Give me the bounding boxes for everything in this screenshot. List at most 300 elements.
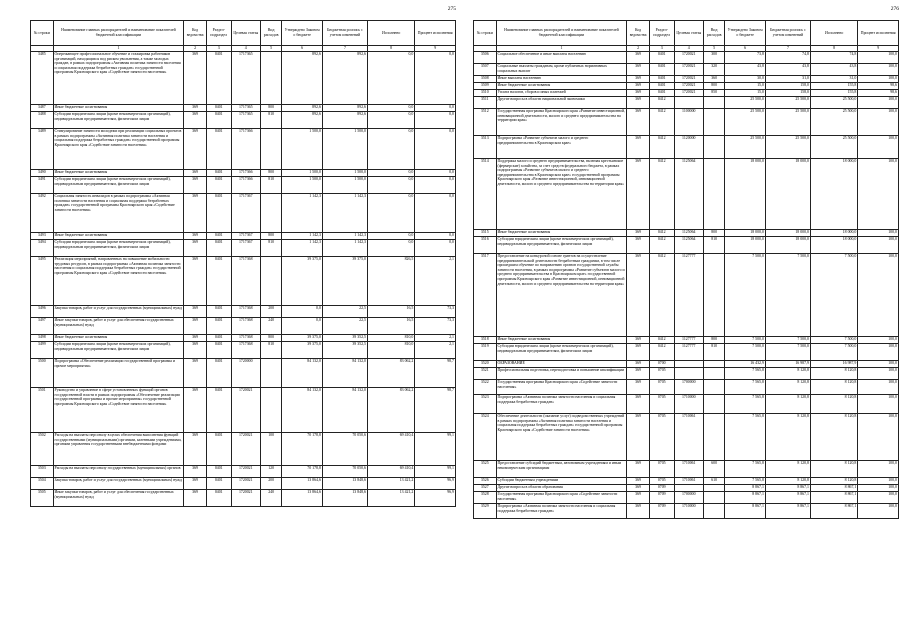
execution-percent: 0,0 <box>415 112 456 129</box>
code-ministry: 369 <box>184 490 207 507</box>
approved-amount: 1 142,3 <box>282 240 323 257</box>
code-target: 1720021 <box>231 466 260 478</box>
approved-amount: 8 867,1 <box>725 485 766 492</box>
code-ministry: 369 <box>627 97 650 109</box>
code-section: 0705 <box>649 380 674 395</box>
code-target: 1717368 <box>231 306 260 318</box>
column-header: № строки <box>474 21 497 46</box>
schedule-amount: 25 500,0 <box>765 97 810 109</box>
execution-percent: 100,0 <box>858 461 899 478</box>
row-name: Поддержка малого и среднего предпринимательства, включая крестьянские (фермерские) хозяйства, за счет средств федерального бюджета, в рамках подпрограммы «Развитие субъектов малого и среднего предпринимательства в Красноярском крае» государственной программы Красноярского края «Развитие инвестиционной, инновационной деятельности, малого и среднего предпринимательства на территории края» <box>496 159 627 230</box>
row-number: 3490 <box>31 170 54 177</box>
row-name: Иные бюджетные ассигнования <box>53 233 184 240</box>
row-name: Предоставление субсидий бюджетным, автономным учреждениям и иным некоммерческим организациям <box>496 461 627 478</box>
code-section: 0401 <box>206 342 231 359</box>
code-section: 0401 <box>206 490 231 507</box>
executed-amount: 8 867,1 <box>810 492 857 504</box>
executed-amount: 69 410,4 <box>367 466 414 478</box>
row-number: 3491 <box>31 177 54 194</box>
schedule-amount: 18 000,0 <box>765 230 810 237</box>
row-number: 3505 <box>31 490 54 507</box>
schedule-amount: 16 987,9 <box>765 361 810 368</box>
code-ministry: 369 <box>627 344 650 361</box>
budget-table <box>30 20 456 507</box>
executed-amount: 826,5 <box>367 257 414 306</box>
code-ministry: 369 <box>184 478 207 490</box>
schedule-amount: 892,6 <box>322 52 367 105</box>
code-target: 1720021 <box>674 52 703 64</box>
code-section: 0412 <box>649 159 674 230</box>
column-header: Наименование главных распорядителей и наименование показателей бюджетной классификации <box>53 21 184 46</box>
row-number: 3485 <box>31 52 54 105</box>
row-name: Государственная программа Красноярского края «Содействие занятости населения» <box>496 492 627 504</box>
executed-amount: 31,0 <box>810 76 857 83</box>
execution-percent: 100,0 <box>858 361 899 368</box>
executed-amount: 0,0 <box>367 105 414 112</box>
code-expense <box>703 97 724 109</box>
row-number: 3514 <box>474 159 497 230</box>
execution-percent: 100,0 <box>858 380 899 395</box>
row-name: Реализация мероприятий, направленных на повышение мобильности трудовых ресурсов, в рамках подпрограммы «Активная политика занятости населения и социальная поддержка безработных граждан» государственной программы Красноярского края «Содействие занятости населения» <box>53 257 184 306</box>
execution-percent: 100,0 <box>858 414 899 461</box>
code-ministry: 369 <box>627 52 650 64</box>
executed-amount: 18 000,0 <box>810 159 857 230</box>
code-section: 0401 <box>206 194 231 233</box>
page-right <box>473 6 899 519</box>
row-name: Субсидии бюджетным учреждениям <box>496 478 627 485</box>
row-number: 3507 <box>474 64 497 76</box>
code-section: 0401 <box>649 52 674 64</box>
row-number: 3517 <box>474 254 497 337</box>
code-section: 0709 <box>649 504 674 519</box>
row-name: ОБРАЗОВАНИЕ <box>496 361 627 368</box>
row-number: 3515 <box>474 230 497 237</box>
row-name: Иные закупки товаров, работ и услуг для обеспечения государственных (муниципальных) нужд <box>53 490 184 507</box>
column-header: Наименование главных распорядителей и наименование показателей бюджетной классификации <box>496 21 627 46</box>
row-name: Государственная программа Красноярского края «Содействие занятости населения» <box>496 380 627 395</box>
table-row <box>31 240 456 257</box>
code-expense: 240 <box>260 490 281 507</box>
table-row <box>474 344 899 361</box>
table-row <box>474 83 899 90</box>
schedule-amount: 84 132,0 <box>322 388 367 433</box>
code-section: 0700 <box>649 361 674 368</box>
table-header <box>474 21 899 52</box>
executed-amount: 8 867,1 <box>810 504 857 519</box>
index-cell: 1 <box>53 46 184 52</box>
index-cell: 9 <box>858 46 899 52</box>
code-ministry: 369 <box>184 388 207 433</box>
approved-amount: 70 178,8 <box>282 466 323 478</box>
code-target: 1717366 <box>231 129 260 170</box>
table-row <box>474 136 899 159</box>
code-target: 1720021 <box>674 76 703 83</box>
code-target: 1710000 <box>674 395 703 414</box>
column-header: Утверждено Законом о бюджете <box>725 21 766 46</box>
execution-percent: 0,0 <box>415 240 456 257</box>
schedule-amount: 25 500,0 <box>765 109 810 136</box>
schedule-amount: 1 142,3 <box>322 233 367 240</box>
code-ministry: 369 <box>627 361 650 368</box>
table-row <box>31 359 456 388</box>
row-number: 3502 <box>31 433 54 466</box>
table-row <box>474 368 899 380</box>
code-expense: 320 <box>703 64 724 76</box>
index-cell: 8 <box>367 46 414 52</box>
schedule-amount: 7 500,0 <box>765 337 810 344</box>
row-name: Иные бюджетные ассигнования <box>496 230 627 237</box>
table-row <box>474 230 899 237</box>
code-expense <box>260 194 281 233</box>
row-number: 3506 <box>474 52 497 64</box>
code-ministry: 369 <box>627 368 650 380</box>
code-target <box>674 97 703 109</box>
code-target: 1717367 <box>231 194 260 233</box>
schedule-amount: 18 000,0 <box>765 237 810 254</box>
column-header: Код ведомства <box>627 21 650 46</box>
column-header: Исполнено <box>367 21 414 46</box>
executed-amount: 8 120,8 <box>810 380 857 395</box>
index-cell: 5 <box>260 46 281 52</box>
code-section: 0401 <box>206 170 231 177</box>
execution-percent: 100,0 <box>858 254 899 337</box>
code-section: 0401 <box>206 306 231 318</box>
code-section: 0705 <box>649 461 674 478</box>
code-target <box>674 368 703 380</box>
schedule-amount: 74,8 <box>765 52 810 64</box>
approved-amount: 25 500,0 <box>725 136 766 159</box>
page-number: 275 <box>447 6 456 12</box>
code-section: 0705 <box>649 395 674 414</box>
approved-amount: 892,6 <box>282 52 323 105</box>
executed-amount: 7 500,0 <box>810 254 857 337</box>
column-header: Утверждено Законом о бюджете <box>282 21 323 46</box>
row-number: 3521 <box>474 368 497 380</box>
executed-amount: 0,0 <box>367 240 414 257</box>
code-section: 0412 <box>649 109 674 136</box>
schedule-amount: 8 867,1 <box>765 485 810 492</box>
executed-amount: 8 120,8 <box>810 478 857 485</box>
code-ministry: 369 <box>184 433 207 466</box>
execution-percent: 100,0 <box>858 492 899 504</box>
approved-amount: 43,8 <box>725 64 766 76</box>
code-section: 0401 <box>206 466 231 478</box>
table-row <box>31 177 456 194</box>
executed-amount: 0,0 <box>367 177 414 194</box>
row-name: Иные бюджетные ассигнования <box>53 170 184 177</box>
executed-amount: 810,0 <box>367 335 414 342</box>
column-header: Целевая статья <box>231 21 260 46</box>
code-expense <box>260 388 281 433</box>
code-expense <box>703 159 724 230</box>
execution-percent: 100,0 <box>858 159 899 230</box>
code-expense <box>260 129 281 170</box>
column-header: Вид расходов <box>703 21 724 46</box>
approved-amount: 8 867,1 <box>725 492 766 504</box>
schedule-amount: 1 142,3 <box>322 240 367 257</box>
table-row <box>474 90 899 97</box>
table-header <box>31 21 456 52</box>
row-number: 3492 <box>31 194 54 233</box>
code-section: 0401 <box>206 112 231 129</box>
approved-amount: 7 565,8 <box>725 368 766 380</box>
executed-amount: 43,8 <box>810 64 857 76</box>
execution-percent: 0,0 <box>415 105 456 112</box>
executed-amount: 0,0 <box>367 194 414 233</box>
row-name: Государственная программа Красноярского края «Развитие инвестиционной, инновационной деятельности, малого и среднего предпринимательства на территории края» <box>496 109 627 136</box>
code-ministry: 369 <box>184 129 207 170</box>
code-ministry: 369 <box>627 64 650 76</box>
execution-percent: 100,0 <box>858 109 899 136</box>
row-name: Опережающее профессиональное обучение и стажировка работников организаций, находящихся под риском увольнения, а также молодых граждан, в рамках подпрограммы «Активная политика занятости населения и социальная поддержка безработных граждан» государственной программы Красноярского края «Содействие занятости населения» <box>53 52 184 105</box>
executed-amount: 8 120,8 <box>810 461 857 478</box>
approved-amount: 39 375,0 <box>282 257 323 306</box>
execution-percent: 99,1 <box>415 433 456 466</box>
row-name: Субсидии юридическим лицам (кроме некоммерческих организаций), индивидуальным предпринимателям, физическим лицам <box>53 112 184 129</box>
code-ministry: 369 <box>627 504 650 519</box>
code-expense <box>703 361 724 368</box>
approved-amount: 18 000,0 <box>725 230 766 237</box>
code-expense: 240 <box>260 318 281 335</box>
row-number: 3499 <box>31 342 54 359</box>
code-section: 0412 <box>649 97 674 109</box>
code-target: 1127777 <box>674 254 703 337</box>
column-header: Процент исполнения <box>415 21 456 46</box>
execution-percent: 100,0 <box>858 97 899 109</box>
code-section: 0412 <box>649 254 674 337</box>
column-header: Процент исполнения <box>858 21 899 46</box>
approved-amount: 16 432,9 <box>725 361 766 368</box>
code-section: 0412 <box>649 344 674 361</box>
code-expense <box>703 254 724 337</box>
row-name: Закупка товаров, работ и услуг для государственных (муниципальных) нужд <box>53 306 184 318</box>
code-expense: 610 <box>703 478 724 485</box>
row-name: Стимулирование занятости молодежи при реализации социальных проектов в рамках подпрограммы «Активная политика занятости населения и социальная поддержка безработных граждан» государственной программы Красноярского края «Содействие занятости населения» <box>53 129 184 170</box>
code-ministry: 369 <box>184 359 207 388</box>
code-section: 0401 <box>206 388 231 433</box>
column-header: Исполнено <box>810 21 857 46</box>
executed-amount: 7 500,0 <box>810 344 857 361</box>
code-section: 0401 <box>206 478 231 490</box>
schedule-amount: 1 500,0 <box>322 177 367 194</box>
approved-amount: 18 000,0 <box>725 159 766 230</box>
code-ministry: 369 <box>184 257 207 306</box>
code-ministry: 369 <box>184 52 207 105</box>
execution-percent: 2,1 <box>415 335 456 342</box>
executed-amount: 8 120,8 <box>810 414 857 461</box>
row-number: 3495 <box>31 257 54 306</box>
row-name: Иные бюджетные ассигнования <box>496 337 627 344</box>
execution-percent: 2,1 <box>415 342 456 359</box>
code-expense: 120 <box>260 466 281 478</box>
table-row <box>474 492 899 504</box>
code-ministry: 369 <box>627 237 650 254</box>
execution-percent: 96,9 <box>415 478 456 490</box>
code-section: 0401 <box>206 433 231 466</box>
row-number: 3525 <box>474 461 497 478</box>
code-expense <box>260 359 281 388</box>
execution-percent: 100,0 <box>858 230 899 237</box>
code-target: 1720021 <box>231 478 260 490</box>
execution-percent: 98,7 <box>415 359 456 388</box>
execution-percent: 100,0 <box>858 395 899 414</box>
column-header: Целевая статья <box>674 21 703 46</box>
row-name: Предоставление на конкурсной основе грантов на осуществление предпринимательской деятельности безработным гражданам, в том числе прошедшим обучение по направлению органов государственной службы занятости населения, в рамках подпрограммы «Развитие субъектов малого и среднего предпринимательства в Красноярском крае» государственной программы Красноярского края «Развитие инвестиционной, инновационной деятельности, малого и среднего предпринимательства на территории края» <box>496 254 627 337</box>
approved-amount: 7 565,8 <box>725 461 766 478</box>
schedule-amount: 22,5 <box>322 306 367 318</box>
code-section: 0401 <box>649 90 674 97</box>
code-target <box>674 485 703 492</box>
executed-amount: 18 000,0 <box>810 230 857 237</box>
table-row <box>474 414 899 461</box>
code-target: 1720021 <box>231 433 260 466</box>
code-expense <box>703 136 724 159</box>
table-row <box>31 342 456 359</box>
executed-amount: 8 120,8 <box>810 395 857 414</box>
executed-amount: 25 500,0 <box>810 109 857 136</box>
code-expense: 300 <box>703 52 724 64</box>
schedule-amount: 158,0 <box>765 90 810 97</box>
execution-percent: 100,0 <box>858 504 899 519</box>
row-name: Руководство и управление в сфере установленных функций органов государственной власти в рамках подпрограммы «Обеспечение реализации государственной программы и прочие мероприятия» государственной программы Красноярского края «Содействие занятости населения» <box>53 388 184 433</box>
code-ministry: 369 <box>627 230 650 237</box>
execution-percent: 73,3 <box>415 318 456 335</box>
code-ministry: 369 <box>627 83 650 90</box>
row-name: Субсидии юридическим лицам (кроме некоммерческих организаций), индивидуальным предпринимателям, физическим лицам <box>53 240 184 257</box>
code-target: 1720021 <box>674 64 703 76</box>
approved-amount: 84 132,0 <box>282 359 323 388</box>
code-target: 1720021 <box>674 83 703 90</box>
code-target: 1100000 <box>674 109 703 136</box>
code-expense: 800 <box>703 83 724 90</box>
execution-percent: 100,0 <box>858 368 899 380</box>
row-name: Субсидии юридическим лицам (кроме некоммерческих организаций), индивидуальным предпринимателям, физическим лицам <box>496 344 627 361</box>
code-section: 0401 <box>206 177 231 194</box>
execution-percent: 100,0 <box>858 344 899 361</box>
approved-amount: 13 864,6 <box>282 490 323 507</box>
code-section: 0709 <box>649 485 674 492</box>
budget-table <box>473 20 899 519</box>
code-target: 1125064 <box>674 230 703 237</box>
executed-amount: 25 500,0 <box>810 97 857 109</box>
table-row <box>474 504 899 519</box>
code-target: 1717368 <box>231 342 260 359</box>
table-row <box>31 478 456 490</box>
code-ministry: 369 <box>184 318 207 335</box>
executed-amount: 83 062,2 <box>367 388 414 433</box>
row-number: 3488 <box>31 112 54 129</box>
approved-amount: 7 565,8 <box>725 395 766 414</box>
schedule-amount: 7 500,0 <box>765 344 810 361</box>
approved-amount: 1 142,3 <box>282 194 323 233</box>
schedule-amount: 43,8 <box>765 64 810 76</box>
row-name: Расходы на выплаты персоналу государственных (муниципальных) органов <box>53 466 184 478</box>
code-expense: 810 <box>260 177 281 194</box>
code-target: 1700000 <box>674 380 703 395</box>
execution-percent: 0,0 <box>415 177 456 194</box>
code-expense: 800 <box>260 233 281 240</box>
index-cell: 9 <box>415 46 456 52</box>
execution-percent: 0,0 <box>415 170 456 177</box>
code-expense <box>260 52 281 105</box>
schedule-amount: 84 132,0 <box>322 359 367 388</box>
row-name: Другие вопросы в области образования <box>496 485 627 492</box>
code-section: 0412 <box>649 230 674 237</box>
executed-amount: 0,0 <box>367 233 414 240</box>
executed-amount: 16,5 <box>367 318 414 335</box>
table-row <box>31 233 456 240</box>
approved-amount: 892,6 <box>282 105 323 112</box>
table-row <box>474 237 899 254</box>
code-target: 1710000 <box>674 504 703 519</box>
schedule-amount: 8 867,1 <box>765 504 810 519</box>
code-ministry: 369 <box>184 335 207 342</box>
page-left <box>30 6 456 507</box>
code-target: 1710061 <box>674 461 703 478</box>
schedule-amount: 892,6 <box>322 105 367 112</box>
code-expense <box>703 492 724 504</box>
executed-amount: 18 000,0 <box>810 237 857 254</box>
schedule-amount: 1 500,0 <box>322 170 367 177</box>
schedule-amount: 18 000,0 <box>765 159 810 230</box>
executed-amount: 810,0 <box>367 342 414 359</box>
schedule-amount: 39 375,0 <box>322 257 367 306</box>
row-number: 3520 <box>474 361 497 368</box>
approved-amount: 7 500,0 <box>725 344 766 361</box>
table-row <box>31 335 456 342</box>
execution-percent: 0,0 <box>415 194 456 233</box>
row-number: 3501 <box>31 388 54 433</box>
approved-amount: 7 565,8 <box>725 478 766 485</box>
code-expense: 810 <box>260 112 281 129</box>
table-row <box>31 112 456 129</box>
approved-amount: 73,8 <box>725 52 766 64</box>
code-section: 0401 <box>206 129 231 170</box>
execution-percent: 100,0 <box>858 337 899 344</box>
code-expense: 800 <box>703 230 724 237</box>
index-cell: 4 <box>231 46 260 52</box>
code-target: 1127777 <box>674 337 703 344</box>
row-number: 3512 <box>474 109 497 136</box>
schedule-amount: 70 050,6 <box>322 433 367 466</box>
code-section: 0412 <box>649 136 674 159</box>
code-target: 1120000 <box>674 136 703 159</box>
code-ministry: 369 <box>184 105 207 112</box>
schedule-amount: 7 500,0 <box>765 254 810 337</box>
code-expense <box>703 395 724 414</box>
code-expense: 800 <box>703 337 724 344</box>
schedule-amount: 8 120,8 <box>765 380 810 395</box>
schedule-amount: 70 050,6 <box>322 466 367 478</box>
execution-percent: 100,0 <box>858 64 899 76</box>
code-ministry: 369 <box>184 170 207 177</box>
approved-amount: 1 500,0 <box>282 177 323 194</box>
row-name: Подпрограмма «Обеспечение реализации государственной программы и прочие мероприятия» <box>53 359 184 388</box>
code-expense <box>703 414 724 461</box>
approved-amount: 70 178,8 <box>282 433 323 466</box>
executed-amount: 8 867,1 <box>810 485 857 492</box>
row-name: Уплата налогов, сборов и иных платежей <box>496 90 627 97</box>
code-target: 1717367 <box>231 233 260 240</box>
execution-percent: 100,0 <box>858 485 899 492</box>
code-target: 1720021 <box>674 90 703 97</box>
code-target: 1720021 <box>231 490 260 507</box>
executed-amount: 74,8 <box>810 52 857 64</box>
code-ministry: 369 <box>184 240 207 257</box>
index-cell: 2 <box>184 46 207 52</box>
code-section: 0401 <box>206 233 231 240</box>
executed-amount: 8 120,8 <box>810 368 857 380</box>
